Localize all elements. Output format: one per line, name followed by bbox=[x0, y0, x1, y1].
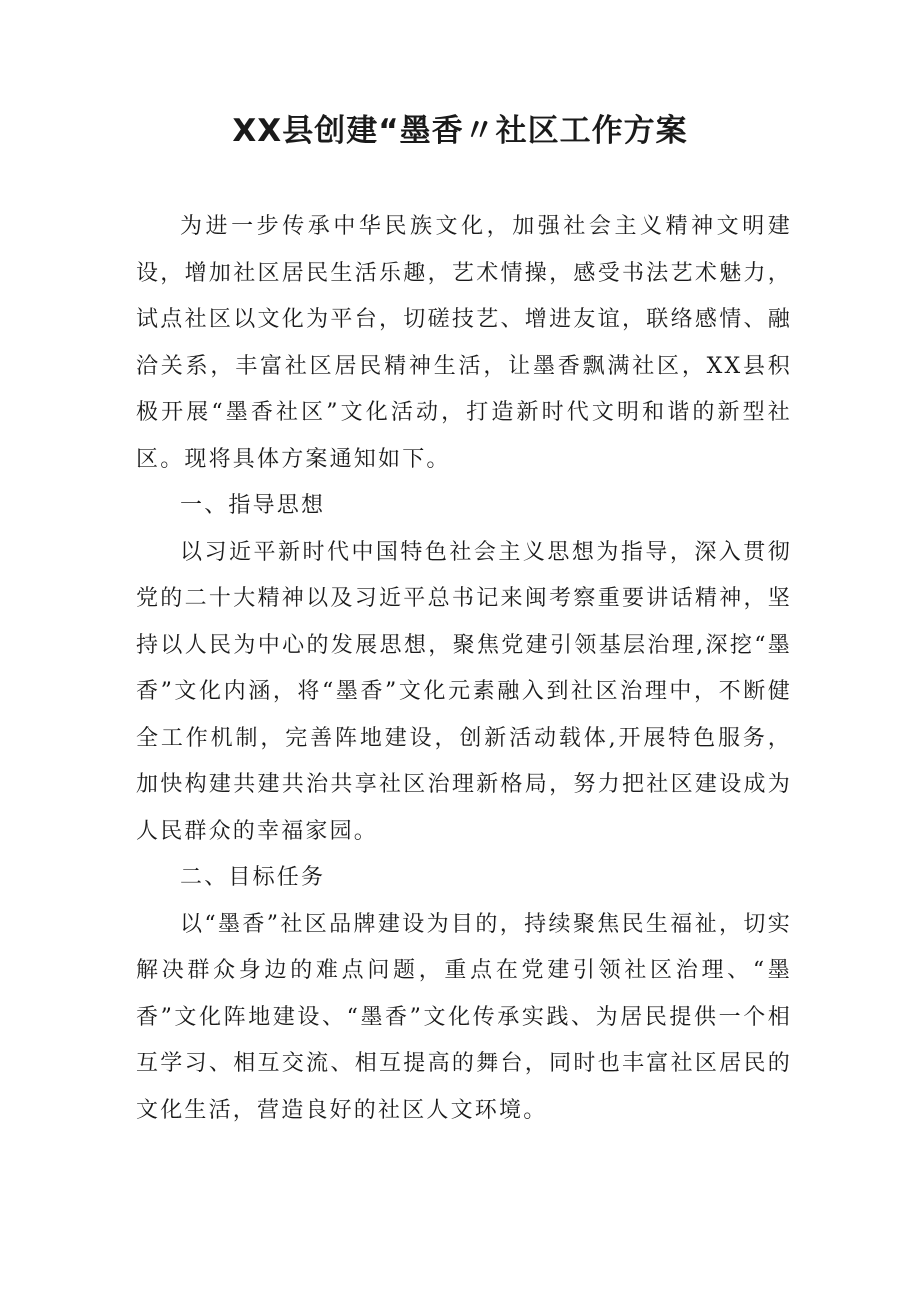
document-body bbox=[136, 204, 792, 1134]
document-title: XX县创建“墨香〃社区工作方案 bbox=[232, 113, 688, 149]
section-body-goals-tasks: 以“墨香”社区品牌建设为目的，持续聚焦民生福祉，切实解决群众身边的难点问题，重点在党建引领社区治理、“墨香”文化阵地建设、“墨香”文化传承实践、为居民提供一个相互学习、相互交流、相互提高的舞台，同时也丰富社区居民的文化生活，营造良好的社区人文环境。 bbox=[136, 911, 792, 1123]
intro-paragraph: 为进一步传承中华民族文化，加强社会主义精神文明建设，增加社区居民生活乐趣，艺术情操，感受书法艺术魅力，试点社区以文化为平台，切磋技艺、增进友谊，联络感情、融洽关系，丰富社区居民精神生活，让墨香飘满社区，XX县积极开展“墨香社区”文化活动，打造新时代文明和谐的新型社区。现将具体方案通知如下。 bbox=[136, 214, 792, 472]
section-heading-guiding-ideology: 一、指导思想 bbox=[180, 493, 326, 518]
section-body-guiding-ideology: 以习近平新时代中国特色社会主义思想为指导，深入贯彻党的二十大精神以及习近平总书记来闽考察重要讲话精神，坚持以人民为中心的发展思想，聚焦党建引领基层治理,深挖“墨香”文化内涵，将“墨香”文化元素融入到社区治理中，不断健全工作机制，完善阵地建设，创新活动载体,开展特色服务，加快构建共建共治共享社区治理新格局，努力把社区建设成为人民群众的幸福家园。 bbox=[136, 539, 792, 844]
section-heading-goals-tasks: 二、目标任务 bbox=[180, 865, 326, 890]
